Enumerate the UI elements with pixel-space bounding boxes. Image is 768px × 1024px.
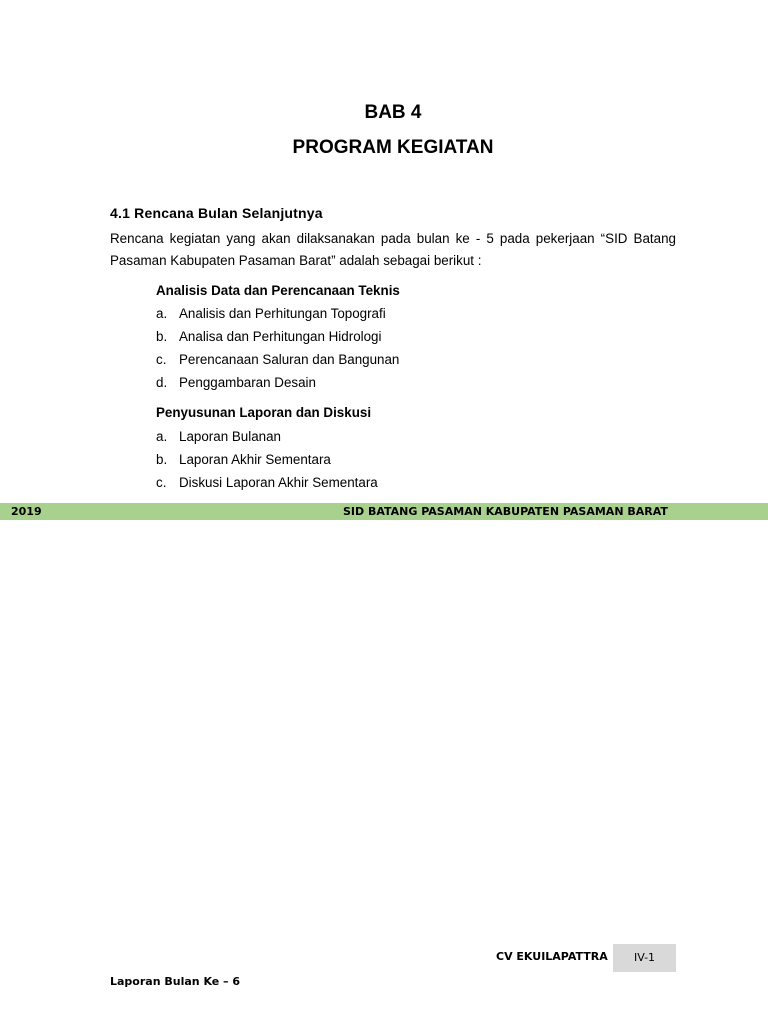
list-item-text: Penggambaran Desain <box>179 375 316 390</box>
chapter-title: PROGRAM KEGIATAN <box>292 137 494 158</box>
list-item <box>156 325 399 348</box>
footer-band <box>0 503 768 520</box>
list-marker: b. <box>156 329 168 344</box>
list-item <box>156 348 399 371</box>
list-marker: c. <box>156 352 167 367</box>
list-item-text: Laporan Akhir Sementara <box>179 452 331 467</box>
list-marker: a. <box>156 306 168 321</box>
group-title-reporting: Penyusunan Laporan dan Diskusi <box>156 405 372 420</box>
list-item-text: Perencanaan Saluran dan Bangunan <box>179 352 400 367</box>
list-item-text: Analisis dan Perhitungan Topografi <box>179 306 386 321</box>
section-intro-paragraph: Rencana kegiatan yang akan dilaksanakan pada bulan ke - 5 pada pekerjaan “SID Batang Pasaman Kabupaten Pasaman Barat” adalah sebagai berikut : <box>110 231 676 268</box>
list-item-text: Diskusi Laporan Akhir Sementara <box>179 475 378 490</box>
company-name: CV EKUILAPATTRA <box>496 950 608 963</box>
list-item-text: Analisa dan Perhitungan Hidrologi <box>179 329 382 344</box>
list-item <box>156 425 378 448</box>
page-number-badge: IV-1 <box>613 944 676 972</box>
analysis-activity-list <box>156 302 399 394</box>
list-marker: b. <box>156 452 168 467</box>
footer-project-name: SID BATANG PASAMAN KABUPATEN PASAMAN BARAT <box>343 505 668 518</box>
group-title-analysis: Analisis Data dan Perencanaan Teknis <box>156 283 400 298</box>
list-item <box>156 471 378 494</box>
list-marker: c. <box>156 475 167 490</box>
section-heading: 4.1 Rencana Bulan Selanjutnya <box>110 205 323 221</box>
list-item <box>156 302 399 325</box>
reporting-activity-list <box>156 425 378 494</box>
report-label: Laporan Bulan Ke – 6 <box>110 975 241 988</box>
list-item-text: Laporan Bulanan <box>179 429 282 444</box>
list-item <box>156 448 378 471</box>
list-marker: d. <box>156 375 168 390</box>
footer-year: 2019 <box>11 505 42 518</box>
chapter-number: BAB 4 <box>364 102 422 123</box>
list-marker: a. <box>156 429 168 444</box>
list-item <box>156 371 399 394</box>
